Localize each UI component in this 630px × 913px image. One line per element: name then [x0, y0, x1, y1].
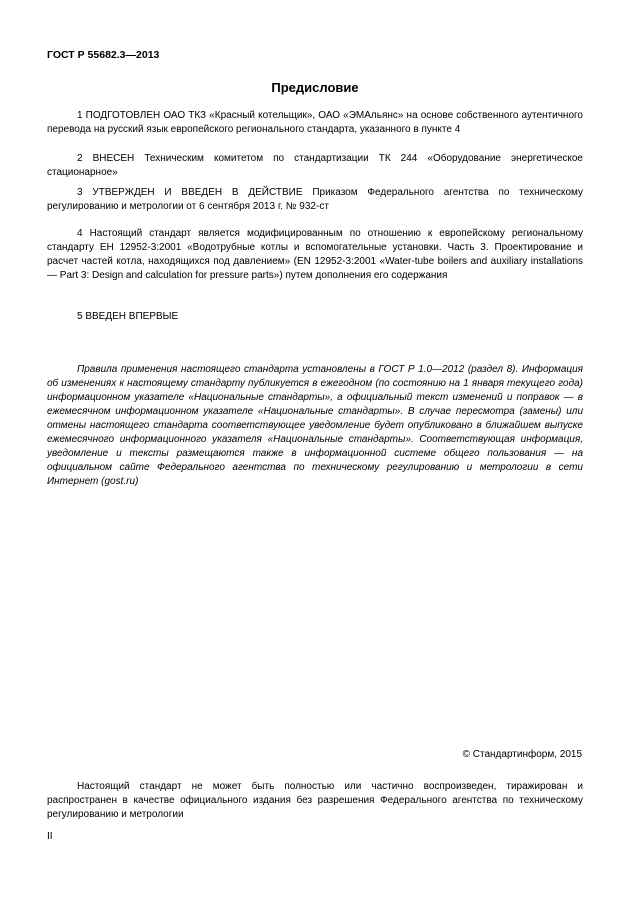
application-rules-notice: Правила применения настоящего стандарта установлены в ГОСТ Р 1.0—2012 (раздел 8). Информация об изменениях к настоящему стандарту публикуется в ежегодном (по состоянию на 1 января текущего года) информационном указателе «Национальные стандарты», а официальный текст изменений и поправок — в ежемесячном информационном указателе «Национальные стандарты». В случае пересмотра (замены) или отмены настоящего стандарта соответствующее уведомление будет опубликовано в ближайшем выпуске ежемесячного информационного указателя «Национальные стандарты». Соответствующая информация, уведомление и тексты размещаются также в информационной системе общего пользования — на официальном сайте Федерального агентства по техническому регулированию и метрологии в сети Интернет (gost.ru) [47, 364, 583, 487]
foreword-item-4: 4 Настоящий стандарт является модифицированным по отношению к европейскому региональному стандарту ЕН 12952-3:2001 «Водотрубные котлы и вспомогательные установки. Часть 3. Проектирование и расчет частей котла, находящихся под давлением» (EN 12952-3:2001 «Water-tube boilers and auxiliary installations — Part 3: Design and calculation for pressure parts») путем дополнения его содержания [47, 228, 583, 281]
reproduction-notice: Настоящий стандарт не может быть полностью или частично воспроизведен, тиражирован и распространен в качестве официального издания без разрешения Федерального агентства по техническому регулированию и метрологии [47, 781, 583, 820]
document-id-header: ГОСТ Р 55682.3—2013 [47, 49, 160, 61]
page-number: II [47, 831, 53, 842]
foreword-item-3: 3 УТВЕРЖДЕН И ВВЕДЕН В ДЕЙСТВИЕ Приказом Федерального агентства по техническому регулированию и метрологии от 6 сентября 2013 г. № 932-ст [47, 187, 583, 212]
foreword-item-2: 2 ВНЕСЕН Техническим комитетом по стандартизации ТК 244 «Оборудование энергетическое стационарное» [47, 153, 583, 178]
page-title: Предисловие [271, 80, 359, 95]
foreword-item-1: 1 ПОДГОТОВЛЕН ОАО ТКЗ «Красный котельщик», ОАО «ЭМАльянс» на основе собственного аутентичного перевода на русский язык европейского регионального стандарта, указанного в пункте 4 [47, 110, 583, 135]
foreword-item-5: 5 ВВЕДЕН ВПЕРВЫЕ [77, 311, 179, 322]
copyright-line: © Стандартинформ, 2015 [462, 749, 582, 760]
